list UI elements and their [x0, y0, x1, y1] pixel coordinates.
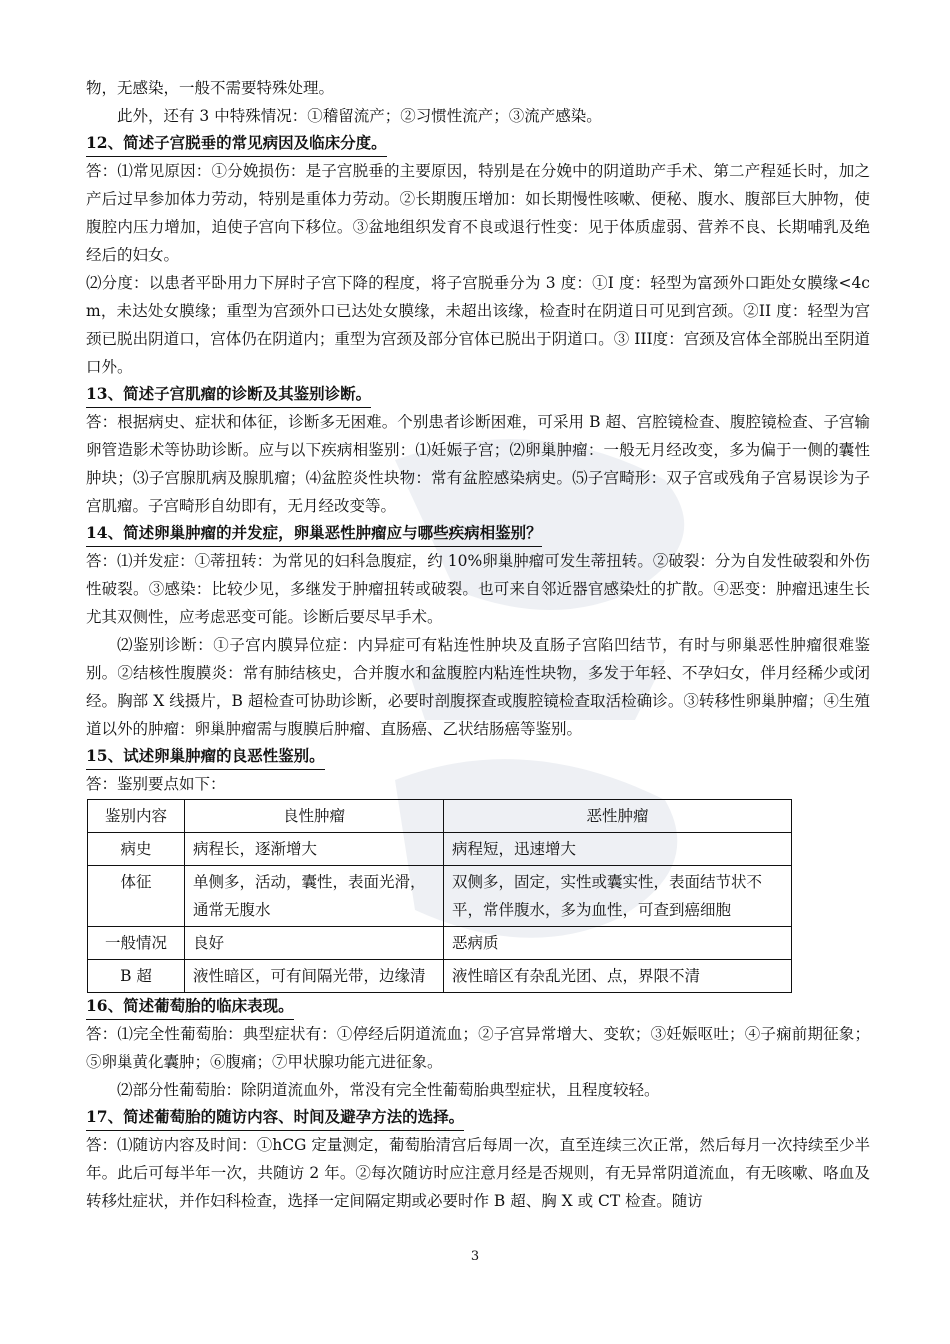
question-13-title: 13、简述子宫肌瘤的诊断及其鉴别诊断。 — [86, 381, 371, 408]
answer-paragraph: 答：⑴常见原因：①分娩损伤：是子宫脱垂的主要原因，特别是在分娩中的阴道助产手术、第二产程延长时，加之产后过早参加体力劳动，特别是重体力劳动。②长期腹压增加：如长期慢性咳嗽、便秘、腹水、腹部巨大肿物，使腹腔内压力增加，迫使子宫向下移位。③盆地组织发育不良或退行性变：见于体质虚弱、营养不良、长期哺乳及绝经后的妇女。 — [86, 162, 870, 264]
table-cell: 病程短，迅速增大 — [444, 833, 792, 866]
table-cell: 病史 — [88, 833, 185, 866]
table-row — [88, 960, 792, 993]
comparison-table — [87, 799, 792, 993]
page-number: 3 — [470, 1249, 480, 1264]
table-header: 恶性肿瘤 — [444, 800, 792, 833]
table-cell: 液性暗区，可有间隔光带，边缘清 — [185, 960, 444, 993]
table-row — [88, 866, 792, 927]
answer-paragraph: 答：⑴随访内容及时间：①hCG 定量测定，葡萄胎清宫后每周一次，直至连续三次正常，然后每月一次持续至少半年。此后可每半年一次，共随访 2 年。②每次随访时应注意月经是否规则，有无异常阴道流血，有无咳嗽、咯血及转移灶症状，并作妇科检查，选择一定间隔定期或必要时作 B 超、胸 X 或 CT 检查。随访 — [86, 1136, 870, 1210]
answer-paragraph: ⑵鉴别诊断：①子宫内膜异位症：内异症可有粘连性肿块及直肠子宫陷凹结节，有时与卵巢恶性肿瘤很难鉴别。②结核性腹膜炎：常有肺结核史，合并腹水和盆腹腔内粘连性块物，多发于年轻、不孕妇女，伴月经稀少或闭经。胸部 X 线摄片，B 超检查可协助诊断，必要时剖腹探查或腹腔镜检查取活检确诊。③转移性卵巢肿瘤；④生殖道以外的肿瘤：卵巢肿瘤需与腹膜后肿瘤、直肠癌、乙状结肠癌等鉴别。 — [86, 636, 870, 738]
question-17-title: 17、简述葡萄胎的随访内容、时间及避孕方法的选择。 — [86, 1104, 464, 1131]
table-cell: 病程长，逐渐增大 — [185, 833, 444, 866]
text-line: 此外，还有 3 中特殊情况：①稽留流产；②习惯性流产；③流产感染。 — [117, 107, 602, 125]
table-cell: 单侧多，活动，囊性，表面光滑，通常无腹水 — [185, 866, 444, 927]
question-15-title: 15、试述卵巢肿瘤的良恶性鉴别。 — [86, 743, 325, 770]
table-cell: 双侧多，固定，实性或囊实性，表面结节状不平，常伴腹水，多为血性，可查到癌细胞 — [444, 866, 792, 927]
answer-paragraph: ⑵部分性葡萄胎：除阴道流血外，常没有完全性葡萄胎典型症状，且程度较轻。 — [117, 1081, 660, 1099]
table-cell: 恶病质 — [444, 927, 792, 960]
table-cell: 体征 — [88, 866, 185, 927]
answer-intro: 答：鉴别要点如下： — [86, 775, 226, 793]
answer-paragraph: ⑵分度：以患者平卧用力下屏时子宫下降的程度，将子宫脱垂分为 3 度：①I 度：轻型为富颈外口距处女膜缘<4cm，未达处女膜缘；重型为宫颈外口已达处女膜缘，未超出该缘，检查时在阴道日可见到宫颈。②II 度：轻型为宫颈已脱出阴道口，宫体仍在阴道内；重型为宫颈及部分官体已脱出于阴道口。③ III度：宫颈及宫体全部脱出至阴道口外。 — [86, 274, 870, 376]
document-page — [86, 74, 870, 1215]
table-header: 良性肿瘤 — [185, 800, 444, 833]
table-cell: 一般情况 — [88, 927, 185, 960]
table-header-row — [88, 800, 792, 833]
table-row — [88, 927, 792, 960]
table-cell: 液性暗区有杂乱光团、点，界限不清 — [444, 960, 792, 993]
answer-paragraph: 答：根据病史、症状和体征，诊断多无困难。个别患者诊断困难，可采用 B 超、宫腔镜检查、腹腔镜检查、子宫输卵管造影术等协助诊断。应与以下疾病相鉴别：⑴妊娠子宫；⑵卵巢肿瘤：一般无月经改变，多为偏于一侧的囊性肿块；⑶子宫腺肌病及腺肌瘤；⑷盆腔炎性块物：常有盆腔感染病史。⑸子宫畸形：双子宫或残角子宫易误诊为子宫肌瘤。子宫畸形自幼即有，无月经改变等。 — [86, 413, 870, 515]
table-header: 鉴别内容 — [88, 800, 185, 833]
answer-paragraph: 答：⑴完全性葡萄胎：典型症状有：①停经后阴道流血；②子宫异常增大、变软；③妊娠呕吐；④子痫前期征象；⑤卵巢黄化囊肿；⑥腹痛；⑦甲状腺功能亢进征象。 — [86, 1025, 870, 1071]
table-cell: 良好 — [185, 927, 444, 960]
question-16-title: 16、简述葡萄胎的临床表现。 — [86, 993, 294, 1020]
text-line: 物，无感染，一般不需要特殊处理。 — [86, 79, 335, 97]
table-cell: B 超 — [88, 960, 185, 993]
table-row — [88, 833, 792, 866]
question-12-title: 12、简述子宫脱垂的常见病因及临床分度。 — [86, 130, 387, 157]
question-14-title: 14、简述卵巢肿瘤的并发症，卵巢恶性肿瘤应与哪些疾病相鉴别？ — [86, 520, 542, 547]
answer-paragraph: 答：⑴并发症：①蒂扭转：为常见的妇科急腹症，约 10%卵巢肿瘤可发生蒂扭转。②破裂：分为自发性破裂和外伤性破裂。③感染：比较少见，多继发于肿瘤扭转或破裂。也可来自邻近器官感染灶的扩散。④恶变：肿瘤迅速生长尤其双侧性，应考虑恶变可能。诊断后要尽早手术。 — [86, 552, 870, 626]
